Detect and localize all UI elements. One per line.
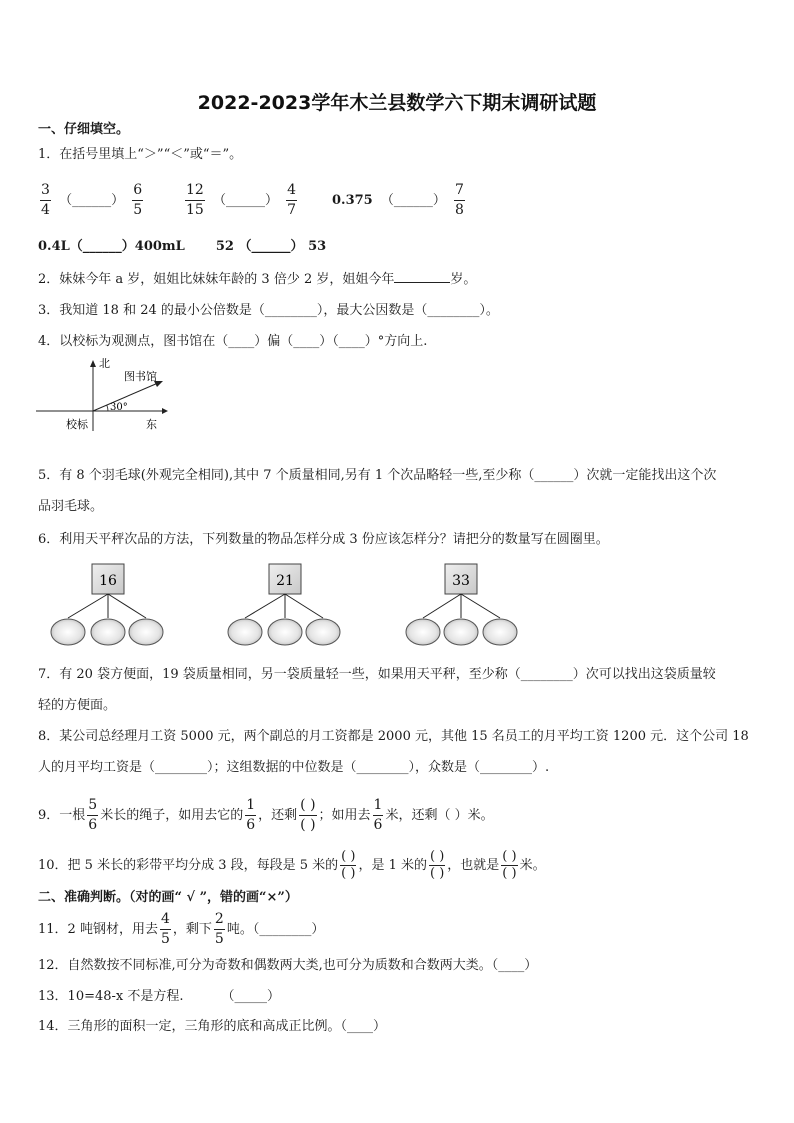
origin-label: 校标 (66, 418, 88, 431)
direction-diagram (36, 356, 176, 436)
fraction: $\frac{2}{5}$ (214, 911, 224, 947)
fraction: $\frac{5}{6}$ (88, 797, 98, 833)
fraction: $\frac{3}{4}$ (41, 182, 50, 218)
question-4: 4．以校标为观测点，图书馆在（____）偏（____）（____）°方向上. (38, 334, 428, 349)
question-1-compare-2 (183, 181, 299, 220)
fraction-answer-blank[interactable]: $\frac{( )}{( )}$ (341, 849, 356, 881)
question-2: 2．妹妹今年 a 岁，姐姐比妹妹年龄的 3 倍少 2 岁，姐姐今年 岁。 (38, 272, 477, 287)
question-8-line-2: 人的月平均工资是（________）；这组数据的中位数是（________），众数是（________）. (38, 760, 550, 775)
answer-circle[interactable] (51, 619, 85, 645)
compare-blank[interactable]: （______） (238, 239, 304, 254)
question-1-row-2: 0.4L（______）400mL 52 （______） 53 (38, 239, 327, 254)
section-2-heading: 二、准确判断。（对的画“ √ ”，错的画“×”） (38, 890, 298, 905)
tree-21 (228, 564, 340, 645)
question-13: 13．10=48-x 不是方程. （_____） (38, 989, 281, 1004)
fraction-answer-blank[interactable]: $\frac{( )}{( )}$ (300, 797, 316, 833)
question-12: 12．自然数按不同标准,可分为奇数和偶数两大类,也可分为质数和合数两大类。（____） (38, 958, 538, 973)
question-1-compare-3: 0.375 （______） $\frac{7}{8}$ (332, 182, 464, 218)
answer-circle[interactable] (228, 619, 262, 645)
answer-blank[interactable] (394, 270, 450, 283)
question-6: 6．利用天平秤次品的方法，下列数量的物品怎样分成 3 份应该怎样分？请把分的数量写在圆圈里。 (38, 532, 609, 547)
judgement-blank[interactable]: （_____） (221, 989, 281, 1004)
question-3: 3．我知道 18 和 24 的最小公倍数是（________），最大公因数是（________）。 (38, 303, 499, 318)
fraction: $\frac{1}{6}$ (373, 797, 383, 833)
tree-value: 16 (99, 573, 117, 589)
north-label: 北 (99, 357, 110, 370)
answer-circle[interactable] (406, 619, 440, 645)
tree-16 (51, 564, 163, 645)
answer-circle[interactable] (306, 619, 340, 645)
fraction: $\frac{1}{6}$ (246, 797, 256, 833)
question-10: 10．把 5 米长的彩带平均分成 3 段，每段是 5 米的 $\frac{( )}{( )}$ ，是 1 米的 $\frac{( )}{( )}$ ，也就是 $\frac{( )}{( )}$ 米。 (38, 849, 546, 881)
compare-blank[interactable]: （______） (59, 192, 125, 208)
page-title: 2022-2023学年木兰县数学六下期末调研试题 (197, 92, 597, 114)
division-trees (40, 560, 520, 650)
compare-blank[interactable]: （______） (212, 192, 278, 208)
answer-circle[interactable] (129, 619, 163, 645)
answer-circle[interactable] (91, 619, 125, 645)
angle-label: 30° (110, 402, 128, 413)
north-arrow-icon (90, 360, 96, 367)
fraction: $\frac{6}{5}$ (133, 182, 143, 218)
angle-arc (107, 405, 108, 411)
question-11: 11．2 吨钢材，用去 $\frac{4}{5}$ ，剩下 $\frac{2}{5}$ 吨。（________） (38, 911, 325, 947)
tree-33 (406, 564, 517, 645)
tree-value: 21 (276, 573, 294, 589)
question-1-compare-1 (38, 181, 145, 220)
east-arrow-icon (162, 408, 168, 414)
fraction: $\frac{12}{15}$ (186, 182, 204, 218)
library-label: 图书馆 (124, 370, 157, 383)
question-7-line-2: 轻的方便面。 (38, 698, 117, 713)
question-1-prompt: 1．在括号里填上“＞”“＜”或“＝”。 (38, 147, 243, 162)
fraction-answer-blank[interactable]: $\frac{( )}{( )}$ (502, 849, 517, 881)
question-8-line-1: 8．某公司总经理月工资 5000 元，两个副总的月工资都是 2000 元，其他 15 名员工的月平均工资 1200 元．这个公司 18 (38, 729, 749, 744)
question-14: 14．三角形的面积一定，三角形的底和高成正比例。（____） (38, 1019, 387, 1034)
fraction: $\frac{4}{7}$ (287, 182, 297, 218)
answer-circle[interactable] (268, 619, 302, 645)
tree-value: 33 (452, 573, 470, 589)
question-5-line-2: 品羽毛球。 (38, 499, 104, 514)
compare-blank[interactable]: （______） (69, 239, 135, 254)
answer-circle[interactable] (444, 619, 478, 645)
compare-blank[interactable]: （______） (380, 192, 446, 208)
question-9: 9．一根 $\frac{5}{6}$ 米长的绳子，如用去它的 $\frac{1}{6}$ ，还剩 $\frac{( )}{( )}$ ；如用去 $\frac{1}{6}$ 米，还剩（ ）米。 (38, 797, 494, 833)
question-5-line-1: 5．有 8 个羽毛球(外观完全相同),其中 7 个质量相同,另有 1 个次品略轻一些,至少称（______）次就一定能找出这个次 (38, 468, 717, 483)
fraction: $\frac{7}{8}$ (455, 182, 464, 218)
section-1-heading: 一、仔细填空。 (38, 122, 130, 137)
question-7-line-1: 7．有 20 袋方便面，19 袋质量相同，另一袋质量轻一些，如果用天平秤，至少称（________）次可以找出这袋质量较 (38, 667, 716, 682)
east-label: 东 (146, 418, 157, 431)
fraction: $\frac{4}{5}$ (160, 911, 170, 947)
answer-circle[interactable] (483, 619, 517, 645)
fraction-answer-blank[interactable]: $\frac{( )}{( )}$ (429, 849, 445, 881)
